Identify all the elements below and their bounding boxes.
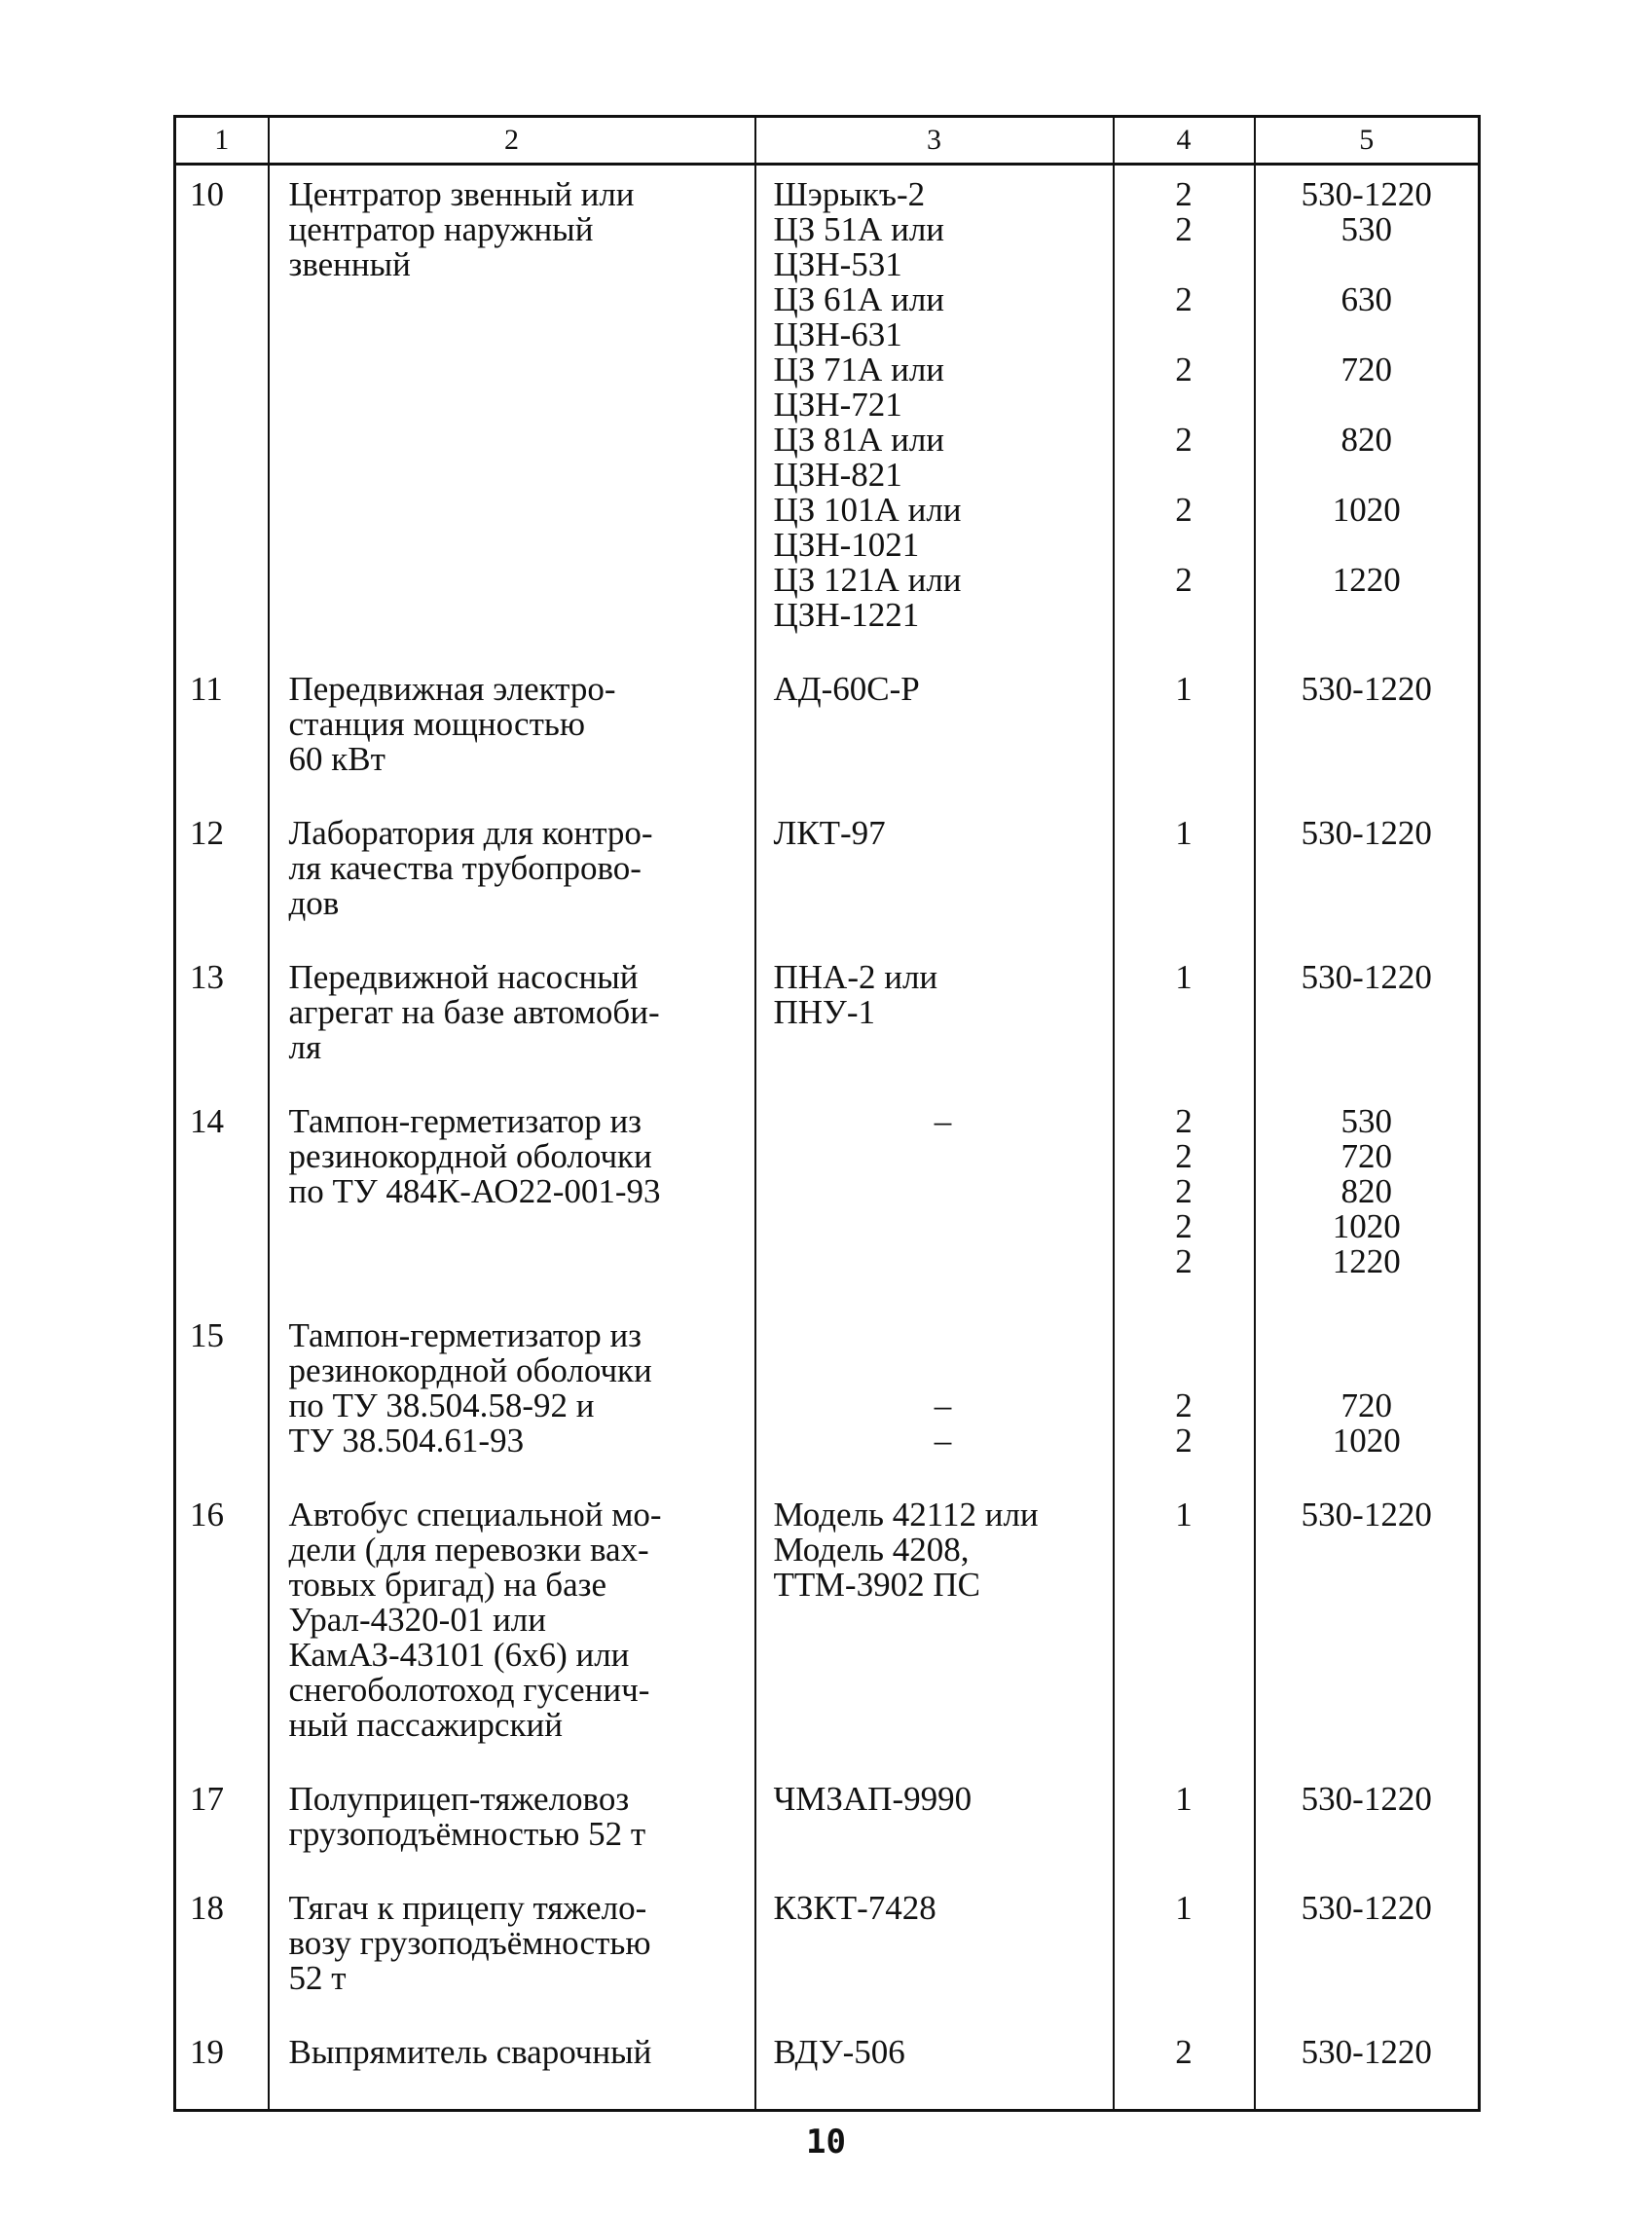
item-quantity: 1 xyxy=(1114,1486,1255,1770)
item-model: – xyxy=(755,1092,1114,1307)
item-quantity: 2 2 2 2 2 xyxy=(1114,1092,1255,1307)
item-quantity: 1 xyxy=(1114,948,1255,1092)
item-model: ВДУ-506 xyxy=(755,2023,1114,2111)
item-model: АД-60С-Р xyxy=(755,660,1114,804)
row-number: 10 xyxy=(175,165,269,661)
item-diameter: 720 1020 xyxy=(1255,1307,1480,1486)
item-model: КЗКТ-7428 xyxy=(755,1879,1114,2023)
item-name: Полуприцеп-тяжеловоз грузоподъёмностью 52 т xyxy=(269,1770,755,1879)
table-row xyxy=(175,1879,1480,2023)
row-number: 19 xyxy=(175,2023,269,2111)
table-row xyxy=(175,165,1480,661)
item-model: – – xyxy=(755,1307,1114,1486)
item-name: Передвижная электро- станция мощностью 60 кВт xyxy=(269,660,755,804)
row-number: 13 xyxy=(175,948,269,1092)
table-row xyxy=(175,1307,1480,1486)
item-diameter: 530-1220 xyxy=(1255,1770,1480,1879)
item-quantity: 1 xyxy=(1114,660,1255,804)
row-number: 15 xyxy=(175,1307,269,1486)
item-name: Тампон-герметизатор из резинокордной оболочки по ТУ 38.504.58-92 и ТУ 38.504.61-93 xyxy=(269,1307,755,1486)
column-header-5: 5 xyxy=(1255,117,1480,165)
row-number: 18 xyxy=(175,1879,269,2023)
item-diameter: 530-1220 530 630 720 820 1020 1220 xyxy=(1255,165,1480,661)
column-header-2: 2 xyxy=(269,117,755,165)
table-row xyxy=(175,1770,1480,1879)
column-header-1: 1 xyxy=(175,117,269,165)
row-number: 11 xyxy=(175,660,269,804)
table-row xyxy=(175,804,1480,948)
item-diameter: 530-1220 xyxy=(1255,1879,1480,2023)
item-quantity: 2 xyxy=(1114,2023,1255,2111)
row-number: 16 xyxy=(175,1486,269,1770)
row-number: 14 xyxy=(175,1092,269,1307)
item-model: ПНА-2 или ПНУ-1 xyxy=(755,948,1114,1092)
item-name: Передвижной насосный агрегат на базе автомоби- ля xyxy=(269,948,755,1092)
item-name: Лаборатория для контро- ля качества трубопрово- дов xyxy=(269,804,755,948)
column-header-3: 3 xyxy=(755,117,1114,165)
table-row xyxy=(175,948,1480,1092)
equipment-table xyxy=(173,115,1481,2112)
item-quantity: 2 2 xyxy=(1114,1307,1255,1486)
item-diameter: 530-1220 xyxy=(1255,1486,1480,1770)
table-row xyxy=(175,2023,1480,2111)
item-diameter: 530-1220 xyxy=(1255,660,1480,804)
item-diameter: 530-1220 xyxy=(1255,804,1480,948)
table-row xyxy=(175,1092,1480,1307)
item-model: Модель 42112 или Модель 4208, ТТМ-3902 ПС xyxy=(755,1486,1114,1770)
item-model: ЛКТ-97 xyxy=(755,804,1114,948)
item-name: Автобус специальной мо- дели (для перевозки вах- товых бригад) на базе Урал-4320-01 или КамАЗ-43101 (6х6) или снегоболотоход гусенич- ный пассажирский xyxy=(269,1486,755,1770)
column-header-4: 4 xyxy=(1114,117,1255,165)
item-name: Тампон-герметизатор из резинокордной оболочки по ТУ 484К-АО22-001-93 xyxy=(269,1092,755,1307)
row-number: 12 xyxy=(175,804,269,948)
table-row xyxy=(175,660,1480,804)
item-model: Шэрыкъ-2 ЦЗ 51А или ЦЗН-531 ЦЗ 61А или ЦЗН-631 ЦЗ 71А или ЦЗН-721 ЦЗ 81А или ЦЗН-821 ЦЗ 101А или ЦЗН-1021 ЦЗ 121А или ЦЗН-1221 xyxy=(755,165,1114,661)
page-number: 10 xyxy=(806,2123,846,2162)
item-quantity: 1 xyxy=(1114,1770,1255,1879)
row-number: 17 xyxy=(175,1770,269,1879)
table-row xyxy=(175,1486,1480,1770)
item-quantity: 2 2 2 2 2 2 2 xyxy=(1114,165,1255,661)
item-name: Центратор звенный или центратор наружный звенный xyxy=(269,165,755,661)
item-name: Тягач к прицепу тяжело- возу грузоподъёмностью 52 т xyxy=(269,1879,755,2023)
item-model: ЧМЗАП-9990 xyxy=(755,1770,1114,1879)
item-diameter: 530-1220 xyxy=(1255,2023,1480,2111)
item-diameter: 530-1220 xyxy=(1255,948,1480,1092)
item-diameter: 530 720 820 1020 1220 xyxy=(1255,1092,1480,1307)
item-name: Выпрямитель сварочный xyxy=(269,2023,755,2111)
item-quantity: 1 xyxy=(1114,1879,1255,2023)
item-quantity: 1 xyxy=(1114,804,1255,948)
header-row xyxy=(175,117,1480,165)
